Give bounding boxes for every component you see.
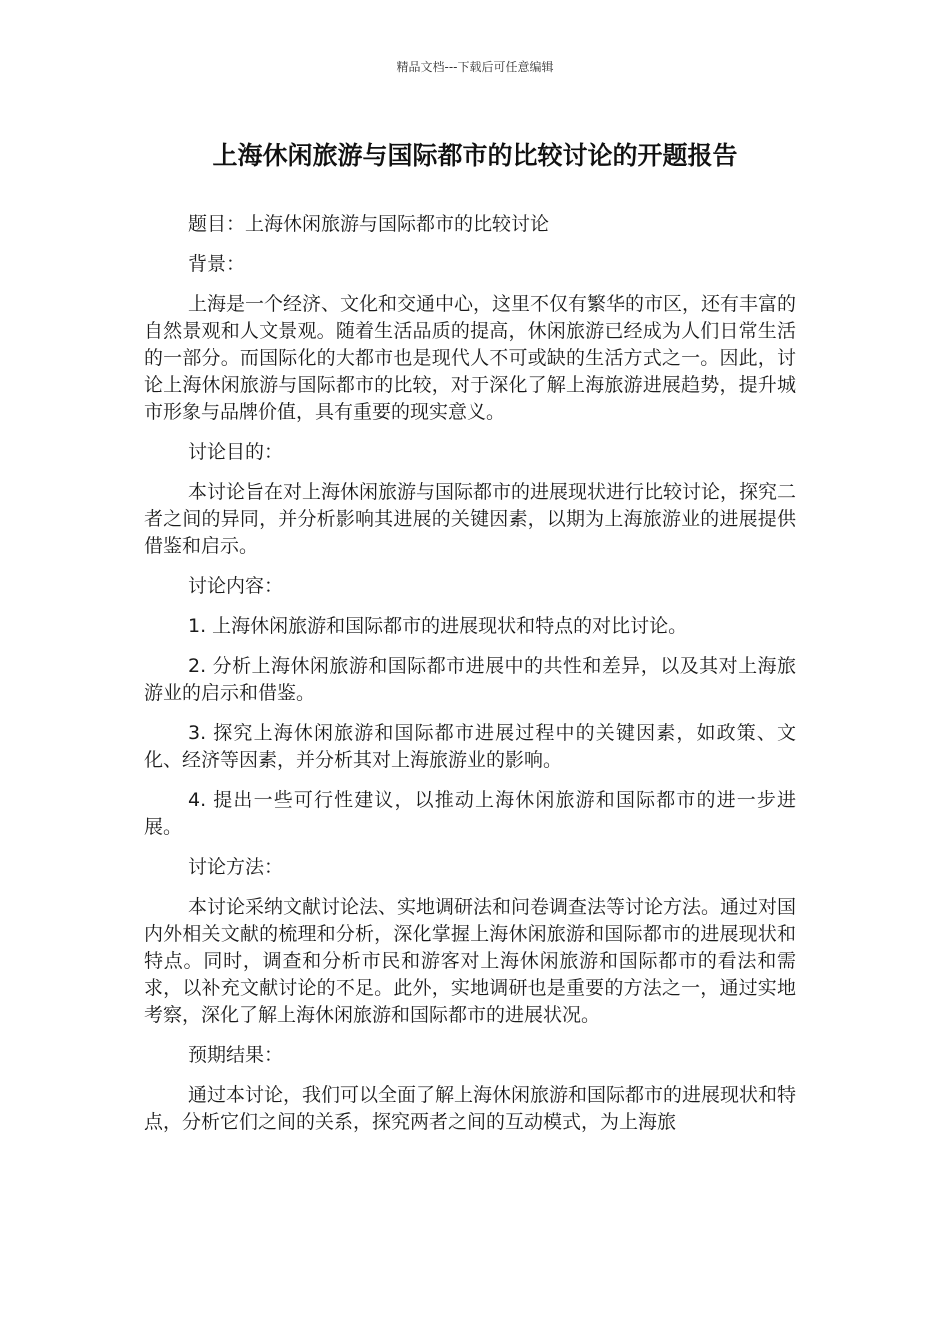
section-heading-content: 讨论内容： (188, 575, 284, 597)
header-note: 精品文档---下载后可任意编辑 (396, 60, 554, 74)
document-body (144, 211, 796, 1149)
content-item-1: 1. 上海休闲旅游和国际都市的进展现状和特点的对比讨论。 (188, 615, 688, 637)
results-paragraph: 通过本讨论，我们可以全面了解上海休闲旅游和国际都市的进展现状和特点，分析它们之间的关系，探究两者之间的互动模式，为上海旅 (144, 1084, 797, 1133)
document-title: 上海休闲旅游与国际都市的比较讨论的开题报告 (212, 141, 738, 170)
background-paragraph: 上海是一个经济、文化和交通中心，这里不仅有繁华的市区，还有丰富的自然景观和人文景观。随着生活品质的提高，休闲旅游已经成为人们日常生活的一部分。而国际化的大都市也是现代人不可或缺的生活方式之一。因此，讨论上海休闲旅游与国际都市的比较，对于深化了解上海旅游进展趋势，提升城市形象与品牌价值，具有重要的现实意义。 (144, 293, 797, 423)
method-paragraph: 本讨论采纳文献讨论法、实地调研法和问卷调查法等讨论方法。通过对国内外相关文献的梳理和分析，深化掌握上海休闲旅游和国际都市的进展现状和特点。同时，调查和分析市民和游客对上海休闲旅游和国际都市的看法和需求，以补充文献讨论的不足。此外，实地调研也是重要的方法之一，通过实地考察，深化了解上海休闲旅游和国际都市的进展状况。 (144, 896, 797, 1026)
content-item-3: 3. 探究上海休闲旅游和国际都市进展过程中的关键因素，如政策、文化、经济等因素，并分析其对上海旅游业的影响。 (144, 722, 796, 771)
section-heading-purpose: 讨论目的： (188, 441, 284, 463)
section-heading-method: 讨论方法： (188, 856, 284, 878)
content-item-4: 4. 提出一些可行性建议，以推动上海休闲旅游和国际都市的进一步进展。 (144, 789, 796, 838)
purpose-paragraph: 本讨论旨在对上海休闲旅游与国际都市的进展现状进行比较讨论，探究二者之间的异同，并分析影响其进展的关键因素，以期为上海旅游业的进展提供借鉴和启示。 (144, 481, 797, 557)
section-heading-results: 预期结果： (188, 1044, 284, 1066)
content-item-2: 2. 分析上海休闲旅游和国际都市进展中的共性和差异，以及其对上海旅游业的启示和借鉴。 (144, 655, 796, 704)
section-heading-background: 背景： (188, 253, 246, 275)
topic-line: 题目：上海休闲旅游与国际都市的比较讨论 (188, 213, 550, 235)
